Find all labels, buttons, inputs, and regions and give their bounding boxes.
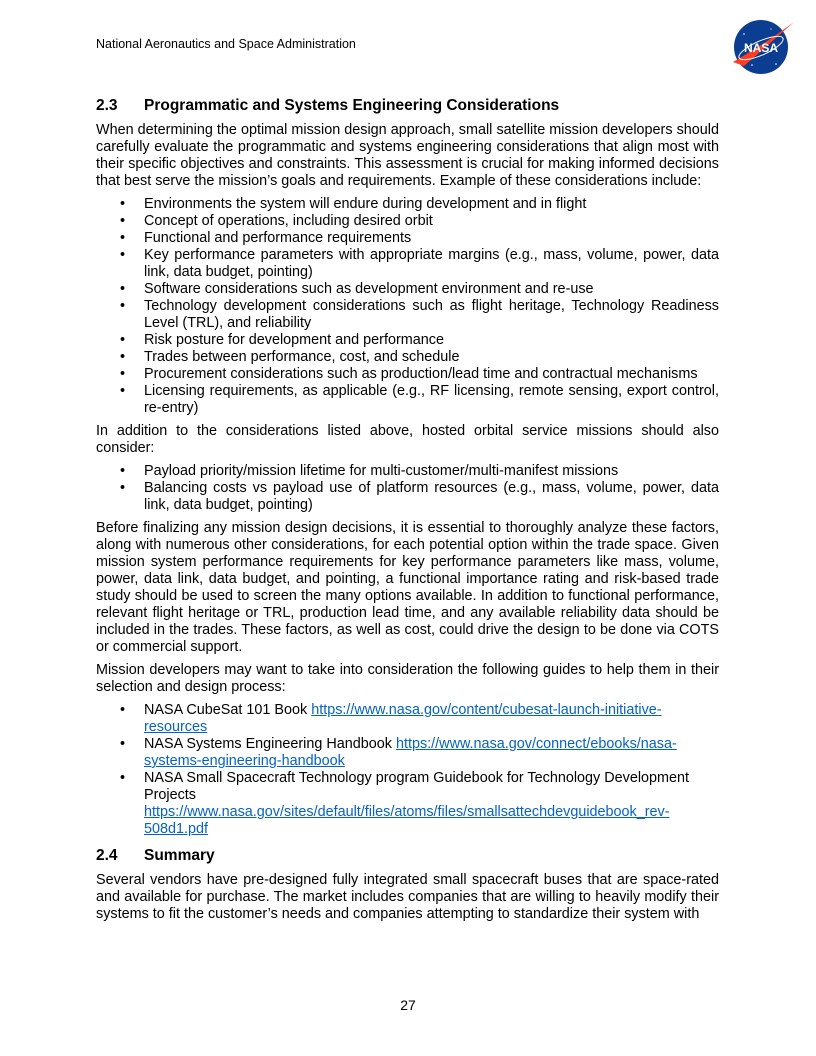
hosted-missions-intro: In addition to the considerations listed above, hosted orbital service missions should also consider:	[96, 423, 719, 456]
guide-sst-guidebook-link[interactable]: https://www.nasa.gov/sites/default/files/atoms/files/smallsattechdevguidebook_rev-508d1.pdf	[144, 804, 670, 837]
list-item: • Trades between performance, cost, and schedule	[144, 349, 719, 366]
page-number: 27	[400, 997, 416, 1013]
summary-paragraph: Several vendors have pre-designed fully integrated small spacecraft buses that are space-rated and available for purchase. The market includes companies that are willing to heavily modify their systems to fit the customer’s needs and companies attempting to standardize their system with	[96, 872, 719, 922]
list-item: • Risk posture for development and performance	[144, 332, 719, 349]
list-item: • Payload priority/mission lifetime for multi-customer/multi-manifest missions	[144, 463, 719, 480]
nasa-logo	[730, 16, 796, 76]
hosted-missions-list	[96, 463, 719, 514]
analysis-paragraph: Before finalizing any mission design decisions, it is essential to thoroughly analyze these factors, along with numerous other considerations, for each potential option within the trade space. Given mission system performance requirements for key performance parameters like mass, volume, power, data link, data budget, and pointing, a functional importance rating and risk-based trade study should be used to screen the many options available. In addition to functional performance, relevant flight heritage or TRL, production lead time, and any available reliability data should be included in the trades. These factors, as well as cost, could drive the design to be done via COTS or commercial support.	[96, 520, 719, 655]
list-item: • Functional and performance requirements	[144, 230, 719, 247]
section-heading-2-3: 2.3 Programmatic and Systems Engineering Considerations	[96, 97, 560, 114]
nasa-logo-wordmark: NASA	[743, 41, 779, 55]
guide-cubesat-101-link[interactable]: https://www.nasa.gov/content/cubesat-launch-initiative-resources	[144, 702, 662, 735]
section-2-3-intro: When determining the optimal mission design approach, small satellite mission developers should carefully evaluate the programmatic and systems engineering considerations that align most with their specific objectives and constraints. This assessment is crucial for making informed decisions that best serve the mission’s goals and requirements. Example of these considerations include:	[96, 122, 719, 189]
list-item: • Licensing requirements, as applicable (e.g., RF licensing, remote sensing, export control, re-entry)	[144, 383, 719, 417]
section-heading-2-4: 2.4 Summary	[96, 847, 215, 864]
list-item: • Technology development considerations such as flight heritage, Technology Readiness Level (TRL), and reliability	[144, 298, 719, 332]
header-agency-name: National Aeronautics and Space Administration	[96, 37, 356, 51]
list-item: • Balancing costs vs payload use of platform resources (e.g., mass, volume, power, data link, data budget, pointing)	[144, 480, 719, 514]
list-item: • Key performance parameters with appropriate margins (e.g., mass, volume, power, data link, data budget, pointing)	[144, 247, 719, 281]
guide-sst-guidebook: • NASA Small Spacecraft Technology program Guidebook for Technology Development Projects https://www.nasa.gov/sites/default/files/atoms/files/smallsattechdevguidebook_rev-508d1.pdf	[144, 770, 719, 838]
list-item: • Procurement considerations such as production/lead time and contractual mechanisms	[144, 366, 719, 383]
list-item: • Concept of operations, including desired orbit	[144, 213, 719, 230]
list-item: • Environments the system will endure during development and in flight	[144, 196, 719, 213]
guide-systems-engineering-handbook: • NASA Systems Engineering Handbook https://www.nasa.gov/connect/ebooks/nasa-systems-engineering-handbook	[144, 736, 719, 770]
guide-se-handbook-link[interactable]: https://www.nasa.gov/connect/ebooks/nasa-systems-engineering-handbook	[144, 736, 677, 769]
guide-cubesat-101: • NASA CubeSat 101 Book https://www.nasa.gov/content/cubesat-launch-initiative-resources	[144, 702, 719, 736]
guides-intro: Mission developers may want to take into consideration the following guides to help them in their selection and design process:	[96, 662, 719, 695]
guides-list	[96, 702, 719, 838]
considerations-list	[96, 196, 719, 417]
list-item: • Software considerations such as development environment and re-use	[144, 281, 719, 298]
page-content	[96, 96, 719, 929]
